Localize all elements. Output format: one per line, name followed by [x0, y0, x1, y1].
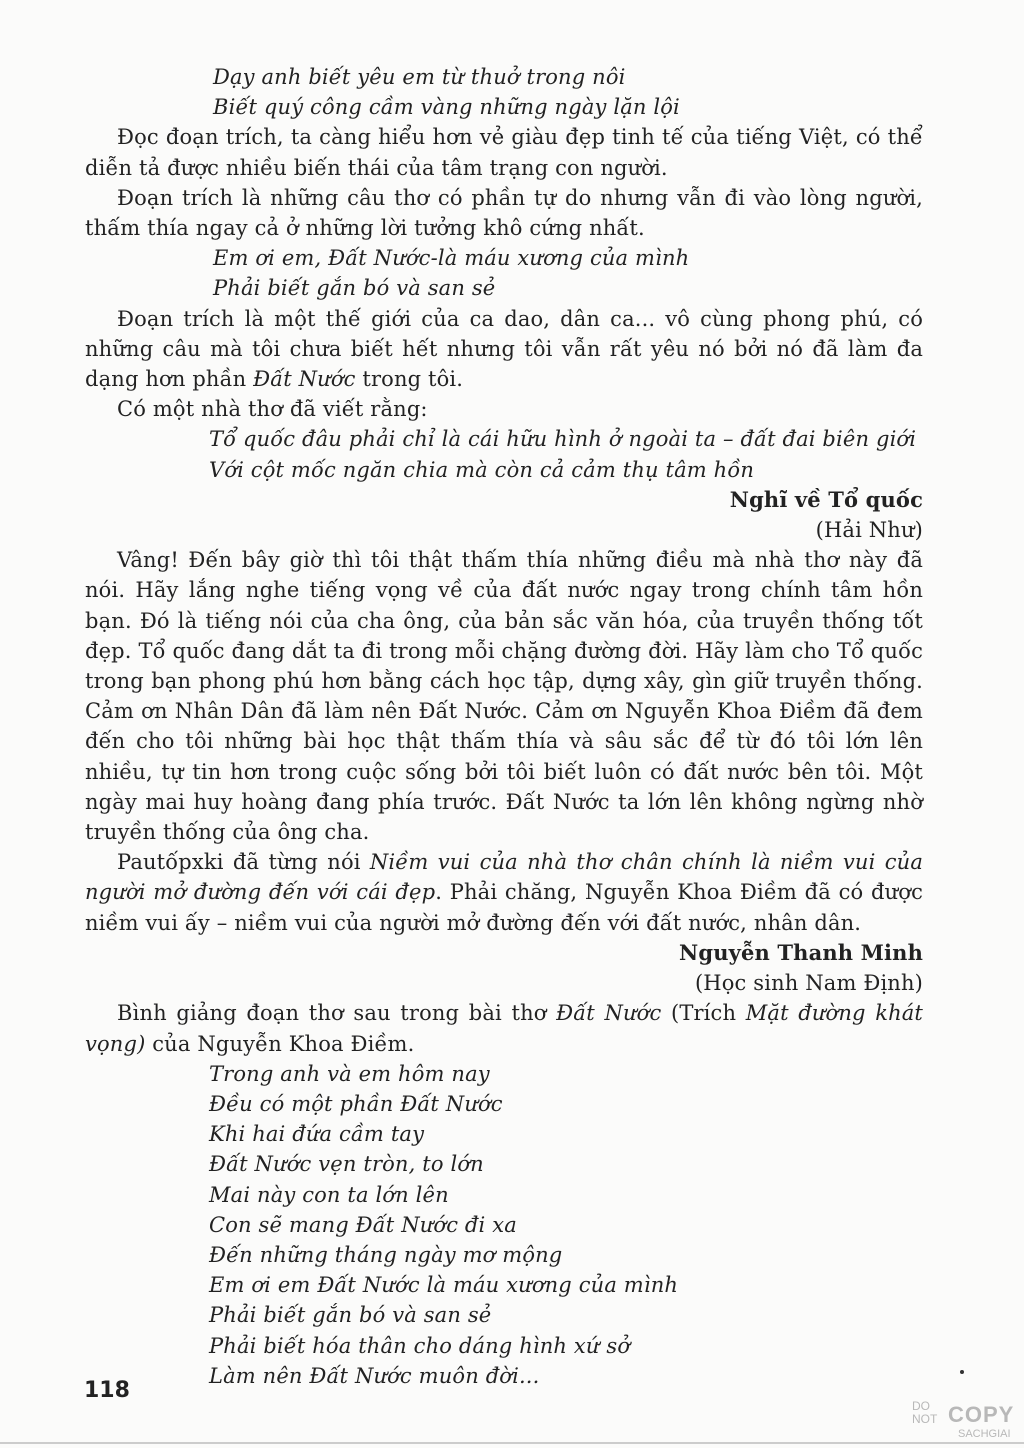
poem-line: Đến những tháng ngày mơ mộng	[209, 1242, 563, 1267]
poem-excerpt-3	[85, 424, 923, 484]
poem-line: Trong anh và em hôm nay	[209, 1061, 490, 1086]
poem-line: Tổ quốc đâu phải chỉ là cái hữu hình ở ngoài ta – đất đai biên giới	[209, 427, 917, 452]
text-run: Bình giảng đoạn thơ sau trong bài thơ	[117, 1001, 557, 1026]
text-run: . Phải chăng, Nguyễn Khoa Điềm đã có được niềm vui ấy – niềm vui của người mở đường đến với đất nước, nhân dân.	[85, 880, 923, 935]
poem-excerpt-4	[85, 1059, 923, 1391]
watermark-do: DO	[912, 1399, 930, 1413]
poem-line: Em ơi em, Đất Nước-là máu xương của mình	[213, 246, 690, 271]
scan-edge	[0, 1442, 1024, 1444]
poem-line: Dạy anh biết yêu em từ thuở trong nôi	[213, 65, 626, 89]
page-body	[85, 62, 923, 1391]
poem-line: Làm nên Đất Nước muôn đời...	[209, 1363, 540, 1388]
paragraph: Đọc đoạn trích, ta càng hiểu hơn vẻ giàu đẹp tinh tế của tiếng Việt, có thể diễn tả được nhiều biến thái của tâm trạng con người.	[85, 125, 923, 180]
italic-run: Mặt đường khát vọng)	[85, 1001, 924, 1056]
poem-excerpt-2	[85, 243, 923, 303]
signature-origin: (Học sinh Nam Định)	[694, 971, 923, 996]
paragraph: Đoạn trích là những câu thơ có phần tự do nhưng vẫn đi vào lòng người, thấm thía ngay cả ở những lời tưởng khô cứng nhất.	[85, 185, 923, 241]
watermark-not: NOT	[912, 1412, 938, 1426]
poem-line: Đều có một phần Đất Nước	[209, 1091, 503, 1116]
poem-line: Khi hai đứa cầm tay	[209, 1122, 425, 1147]
paragraph	[85, 847, 923, 938]
page-number: 118	[84, 1378, 130, 1403]
italic-run: Đất Nước	[556, 1001, 662, 1026]
poem-excerpt-1	[85, 62, 923, 122]
poem-line: Phải biết hóa thân cho dáng hình xứ sở	[209, 1333, 631, 1358]
text-run: của Nguyễn Khoa Điềm.	[145, 1031, 415, 1056]
paragraph: Vâng! Đến bây giờ thì tôi thật thấm thía những điều mà nhà thơ này đã nói. Hãy lắng nghe tiếng vọng về của đất nước ngay trong chính tâm hồn bạn. Đó là tiếng nói của cha ông, của bản sắc văn hóa, của truyền thống tốt đẹp. Tổ quốc đang dắt ta đi trong mỗi chặng đường đời. Hãy làm cho Tổ quốc trong bạn phong phú hơn bằng cách học tập, dựng xây, gìn giữ truyền thống. Cảm ơn Nhân Dân đã làm nên Đất Nước. Cảm ơn Nguyễn Khoa Điềm đã đem đến cho tôi những bài học thật thấm thía và sâu sắc để từ đó tôi lớn lên nhiều, tự tin hơn trong cuộc sống bởi tôi biết luôn có đất nước bên tôi. Một ngày mai huy hoàng đang phía trước. Đất Nước ta lớn lên không ngừng nhờ truyền thống của ông cha.	[85, 548, 923, 845]
poem-line: Em ơi em Đất Nước là máu xương của mình	[209, 1273, 679, 1298]
quote-author: (Hải Như)	[815, 518, 923, 543]
text-run: (Trích	[661, 1001, 746, 1026]
poem-line: Biết quý công cầm vàng những ngày lặn lội	[213, 95, 680, 120]
watermark-copy: COPY	[948, 1402, 1015, 1427]
poem-line: Với cột mốc ngăn chia mà còn cả cảm thụ tâm hồn	[209, 457, 755, 482]
text-run: Đoạn trích là một thế giới của ca dao, dân ca... vô cùng phong phú, có những câu mà tôi chưa biết hết nhưng tôi vẫn rất yêu nó bởi nó đã làm đa dạng hơn phần	[85, 306, 923, 392]
poem-line: Con sẽ mang Đất Nước đi xa	[209, 1212, 517, 1237]
poem-line: Phải biết gắn bó và san sẻ	[209, 1303, 492, 1328]
poem-line: Mai này con ta lớn lên	[209, 1182, 449, 1207]
ink-speck	[960, 1370, 964, 1374]
assignment-prompt	[85, 998, 923, 1058]
poem-line: Phải biết gắn bó và san sẻ	[213, 276, 496, 301]
italic-run: Đất Nước	[253, 367, 356, 392]
signature-name: Nguyễn Thanh Minh	[679, 939, 923, 965]
watermark	[910, 1400, 1016, 1444]
text-run: trong tôi.	[355, 367, 464, 392]
poem-line: Đất Nước vẹn tròn, to lớn	[209, 1152, 484, 1177]
italic-run: Niềm vui của nhà thơ chân chính là niềm vui của người mở đường đến với cái đẹp	[85, 850, 924, 905]
paragraph	[85, 304, 923, 395]
text-run: Pautốpxki đã từng nói	[117, 850, 370, 875]
paragraph: Có một nhà thơ đã viết rằng:	[117, 397, 428, 422]
quote-title: Nghĩ về Tổ quốc	[729, 486, 923, 512]
watermark-site: SACHGIAI	[958, 1428, 1011, 1440]
